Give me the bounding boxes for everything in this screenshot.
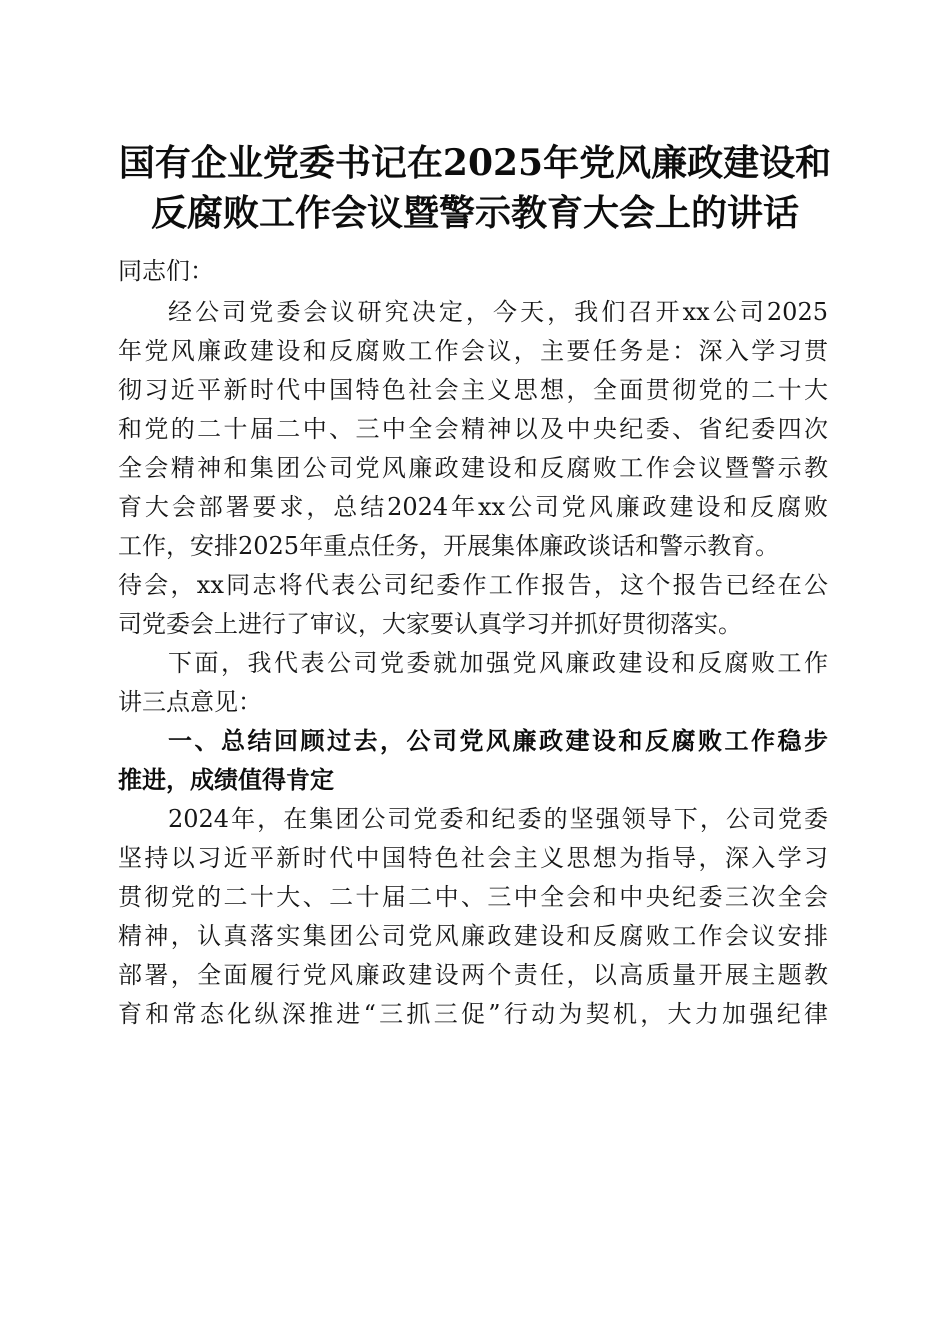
paragraph-line: 讲三点意见： <box>118 688 262 716</box>
greeting-text: 同志们： <box>118 257 214 285</box>
paragraph-line: 2024年，在集团公司党委和纪委的坚强领导下，公司党委 <box>168 805 828 833</box>
paragraph-line: 彻习近平新时代中国特色社会主义思想，全面贯彻党的二十大 <box>118 376 828 404</box>
paragraph-line: 坚持以习近平新时代中国特色社会主义思想为指导，深入学习 <box>118 844 828 872</box>
heading-line: 一、总结回顾过去，公司党风廉政建设和反腐败工作稳步 <box>168 727 828 755</box>
greeting <box>118 252 828 291</box>
paragraph-line: 下面，我代表公司党委就加强党风廉政建设和反腐败工作 <box>168 649 828 677</box>
title-line-1: 国有企业党委书记在2025年党风廉政建设和 <box>118 142 832 184</box>
paragraph-line: 工作，安排2025年重点任务，开展集体廉政谈话和警示教育。 <box>118 532 780 560</box>
paragraph-review <box>118 800 828 1034</box>
paragraph-transition <box>118 644 828 722</box>
paragraph-line: 精神，认真落实集团公司党风廉政建设和反腐败工作会议安排 <box>118 922 828 950</box>
paragraph-line: 年党风廉政建设和反腐败工作会议，主要任务是：深入学习贯 <box>118 337 828 365</box>
paragraph-line: 全会精神和集团公司党风廉政建设和反腐败工作会议暨警示教 <box>118 454 828 482</box>
paragraph-line: 育大会部署要求，总结2024年xx公司党风廉政建设和反腐败 <box>118 493 828 521</box>
paragraph-line: 和党的二十届二中、三中全会精神以及中央纪委、省纪委四次 <box>118 415 828 443</box>
paragraph-line: 司党委会上进行了审议，大家要认真学习并抓好贯彻落实。 <box>118 610 742 638</box>
paragraph-line: 部署，全面履行党风廉政建设两个责任，以高质量开展主题教 <box>118 961 828 989</box>
paragraph-intro <box>118 293 828 644</box>
section-heading-1 <box>118 722 828 800</box>
paragraph-line: 经公司党委会议研究决定，今天，我们召开xx公司2025 <box>168 298 828 326</box>
paragraph-line: 育和常态化纵深推进“三抓三促”行动为契机，大力加强纪律 <box>118 1000 828 1028</box>
paragraph-line: 贯彻党的二十大、二十届二中、三中全会和中央纪委三次全会 <box>118 883 828 911</box>
title-line-2: 反腐败工作会议暨警示教育大会上的讲话 <box>150 192 799 234</box>
paragraph-line: 待会，xx同志将代表公司纪委作工作报告，这个报告已经在公 <box>118 571 828 599</box>
document-body <box>118 252 828 1034</box>
heading-line: 推进，成绩值得肯定 <box>118 766 334 794</box>
document-title <box>100 138 850 238</box>
